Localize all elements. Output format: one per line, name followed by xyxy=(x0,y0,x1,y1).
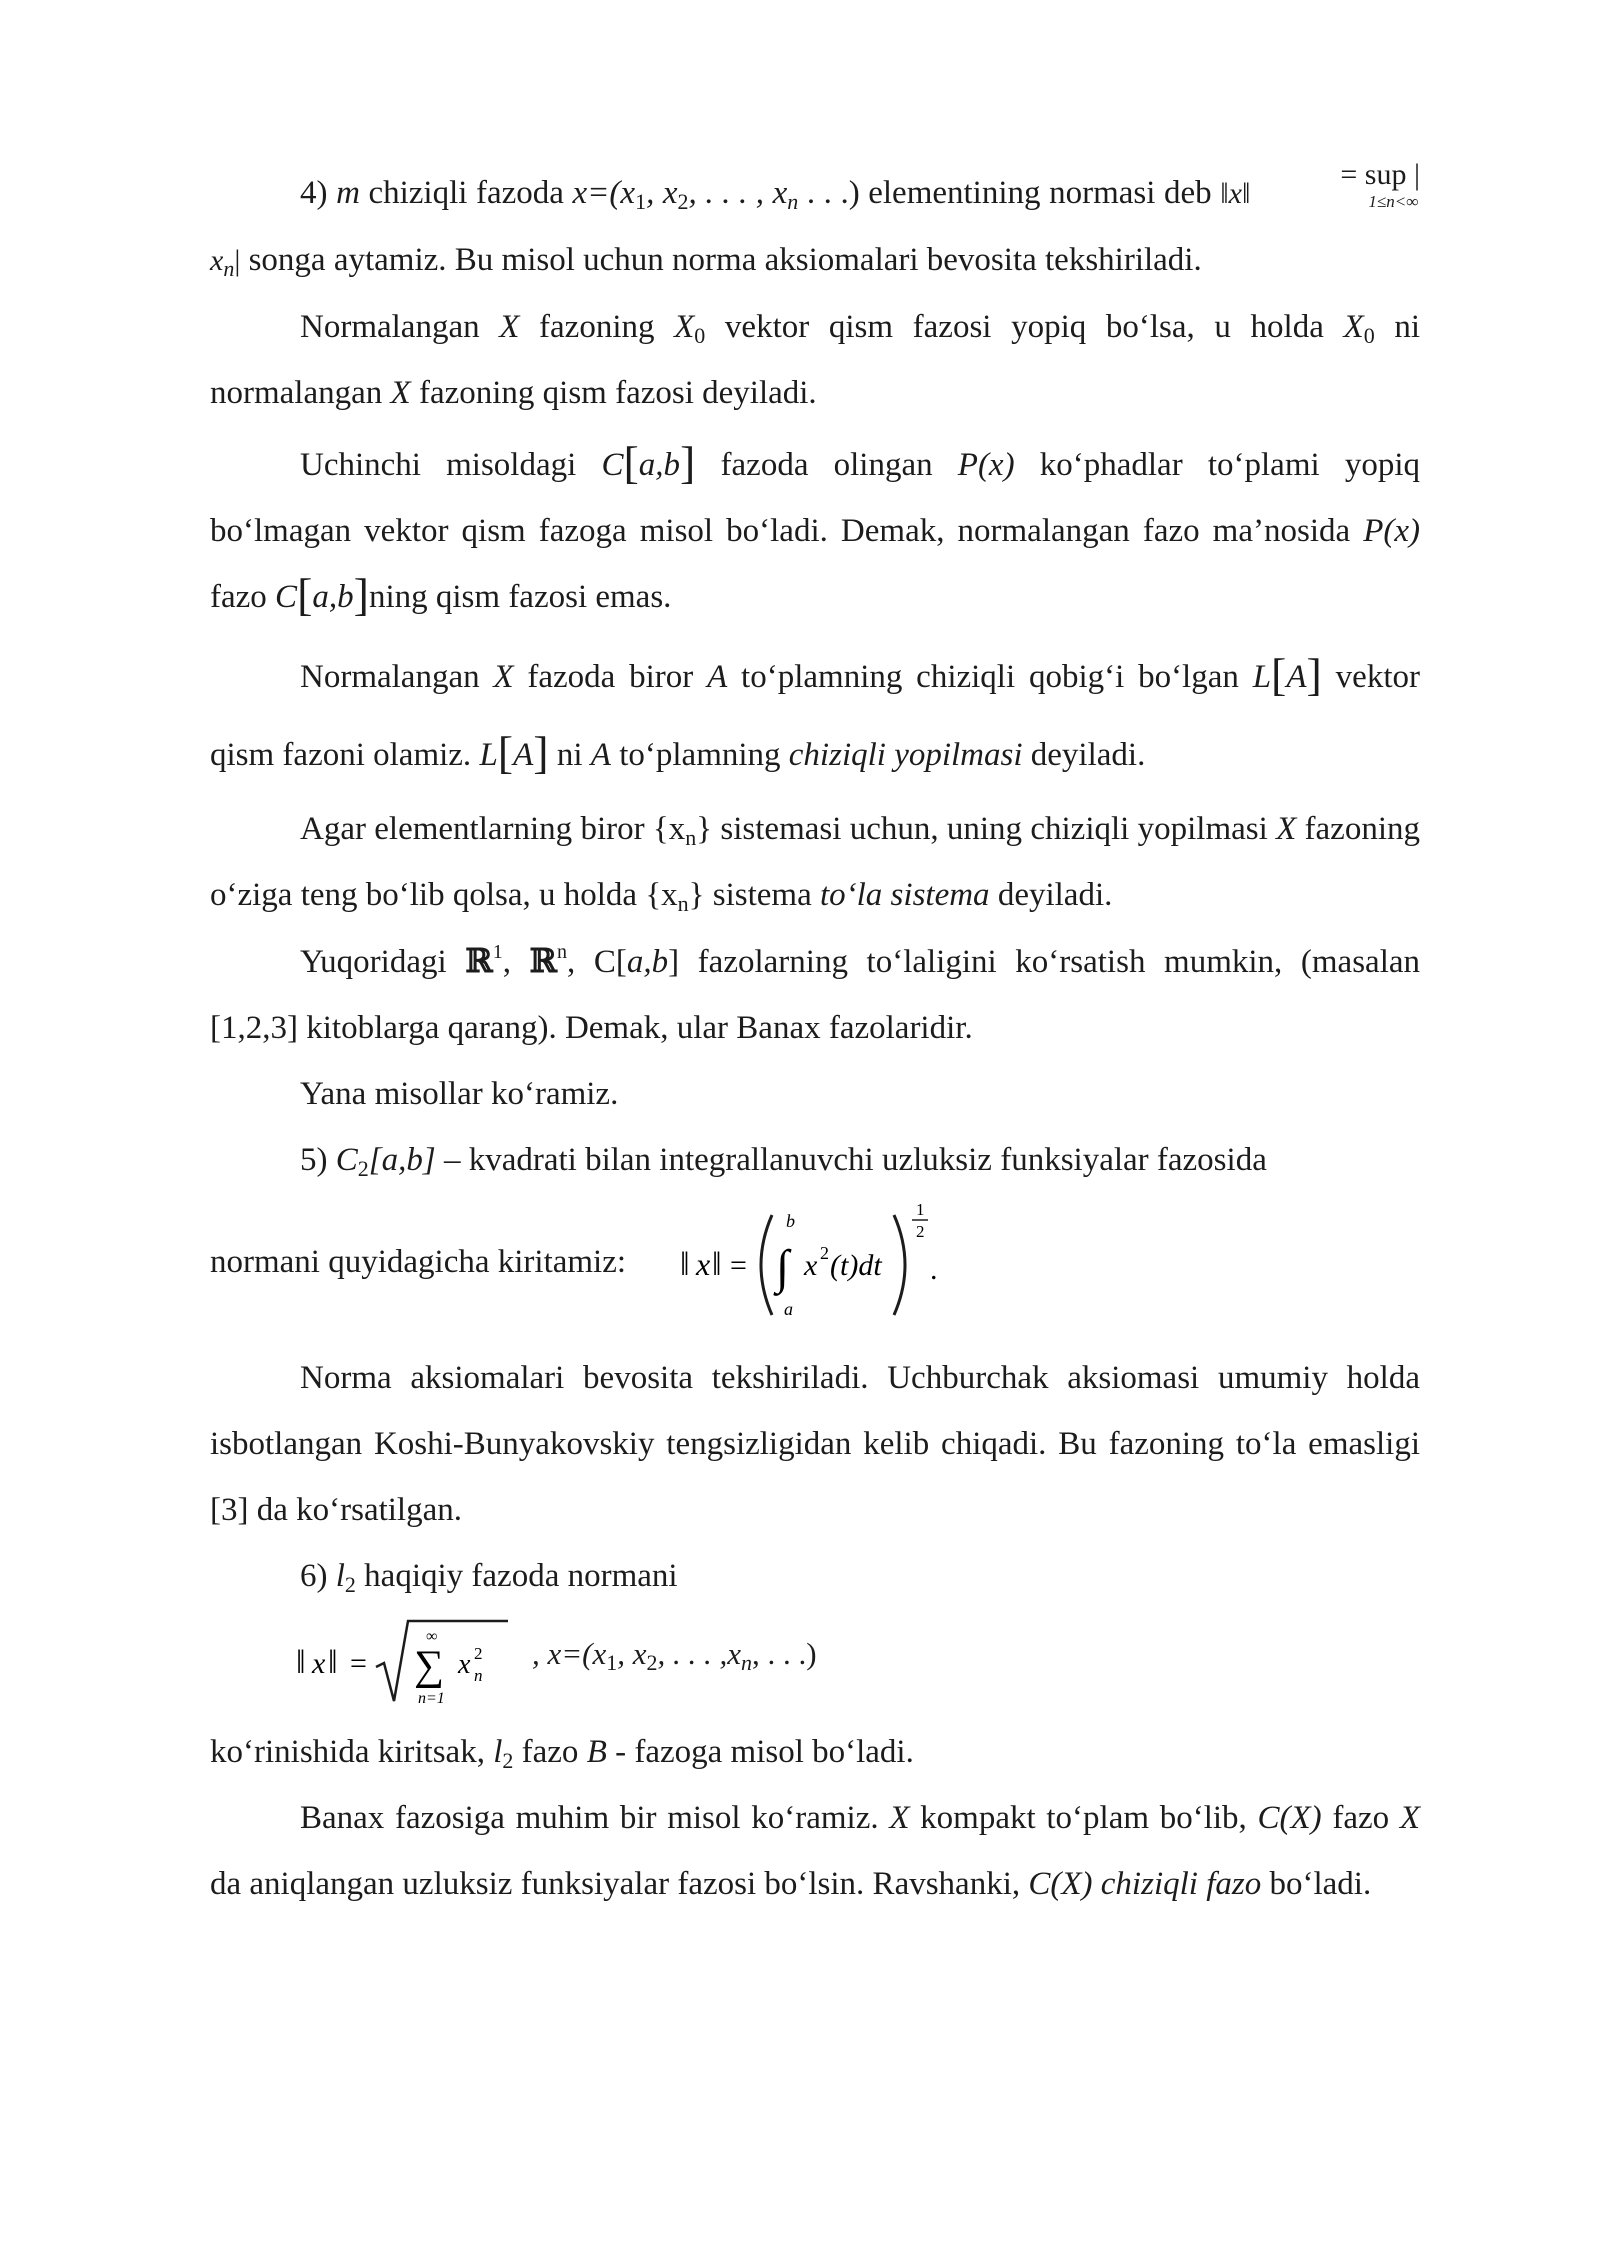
bracket: [ xyxy=(1271,649,1287,700)
math-var: a,b xyxy=(626,944,669,980)
text: 6) xyxy=(300,1558,336,1594)
text: kompakt to‘plam bo‘lib, xyxy=(909,1800,1258,1836)
text: chiziqli fazoda xyxy=(359,175,573,211)
math-var: A xyxy=(513,737,534,773)
math-var: P(x) xyxy=(957,447,1015,483)
math-op: | xyxy=(234,244,241,277)
period: . xyxy=(930,1253,938,1286)
defined-term: chiziqli yopilmasi xyxy=(788,737,1023,773)
norm-close: ‖ xyxy=(712,1246,722,1283)
text: fazoda olingan xyxy=(695,447,958,483)
subscript: n xyxy=(677,891,689,916)
paragraph-integral-norm xyxy=(210,1193,1420,1343)
text: Normalangan xyxy=(300,309,500,345)
bracket: [ xyxy=(497,727,514,778)
text: Agar elementlarning biror {x xyxy=(300,811,686,847)
text: – kvadrati bilan integrallanuvchi uzluksiz funksiyalar fazosida xyxy=(435,1142,1267,1178)
math-var: X xyxy=(674,309,695,345)
sum-sign: ∑ xyxy=(414,1643,444,1689)
text: Yana misollar ko‘ramiz. xyxy=(300,1076,619,1112)
text: } sistemasi uchun, uning chiziqli yopilmasi xyxy=(696,811,1277,847)
left-paren xyxy=(761,1215,772,1315)
paragraph-complete-system xyxy=(210,796,1420,928)
math-var: C(X) xyxy=(1257,1800,1322,1836)
superscript: 2 xyxy=(474,1644,483,1663)
math-op: = xyxy=(730,1249,747,1282)
defined-term: C(X) chiziqli fazo xyxy=(1028,1866,1262,1902)
text: fazoning xyxy=(519,309,675,345)
text: normani quyidagicha kiritamiz: xyxy=(210,1244,627,1280)
subscript: 2 xyxy=(677,189,689,214)
bracket: ] xyxy=(353,569,369,620)
math-var: a,b xyxy=(638,447,681,483)
text: Uchinchi misoldagi xyxy=(300,447,602,483)
superscript: 1 xyxy=(492,941,503,963)
math-var: C xyxy=(275,579,298,615)
text: . . .) elementining normasi deb xyxy=(798,175,1212,211)
text: vektor qism fazosi yopiq bo‘lsa, u holda xyxy=(705,309,1344,345)
math-op: = xyxy=(350,1647,367,1680)
subscript: 2 xyxy=(344,1572,356,1597)
norm-close: ‖ xyxy=(328,1644,338,1681)
math-op: = sup | xyxy=(1340,158,1420,191)
math-var: , x xyxy=(617,1636,647,1671)
right-paren xyxy=(894,1215,905,1315)
subscript: n xyxy=(787,189,799,214)
subscript: 0 xyxy=(694,323,706,348)
math-var: m xyxy=(336,175,360,211)
math-var: C xyxy=(335,1142,358,1178)
math-var: X xyxy=(1276,811,1297,847)
sup-operator xyxy=(1250,158,1420,211)
text: bo‘ladi. xyxy=(1261,1866,1372,1902)
superscript: n xyxy=(556,941,567,963)
math-set: ℝ xyxy=(465,941,493,980)
text: Norma aksiomalari bevosita tekshiriladi. Uchburchak aksiomasi umumiy holda isbotlangan Koshi-Bunyakovskiy tengsizligidan kelib chiqadi. Bu fazoning to‘la emasligi [3] da ko‘rsatilgan. xyxy=(210,1360,1420,1528)
text: da aniqlangan uzluksiz funksiyalar fazosi bo‘lsin. Ravshanki, xyxy=(210,1866,1029,1902)
text: 4) xyxy=(300,175,337,211)
sup-limits: 1≤n<∞ xyxy=(1368,192,1419,211)
subscript: 1 xyxy=(606,1650,618,1675)
sup-norm-formula: ‖x‖= sup | 1≤n<∞ $x_n|$ xyxy=(210,158,1420,281)
text: haqiqiy fazoda normani xyxy=(355,1558,678,1594)
subscript: n xyxy=(474,1666,483,1685)
subscript: 2 xyxy=(646,1650,658,1675)
text: 5) xyxy=(300,1142,336,1178)
text: - fazoga misol bo‘ladi. xyxy=(606,1734,914,1770)
math-var: x xyxy=(696,1246,711,1282)
text: songa aytamiz. Bu misol uchun norma aksiomalari bevosita tekshiriladi. xyxy=(240,242,1202,278)
math-var: L xyxy=(479,737,498,773)
subscript: 1 xyxy=(635,189,647,214)
subscript: n xyxy=(741,1650,753,1675)
subscript: 2 xyxy=(357,1156,369,1181)
text: , C[ xyxy=(566,944,627,980)
text: fazoning qism fazosi deyiladi. xyxy=(410,375,817,411)
text: ko‘rinishida kiritsak, xyxy=(210,1734,494,1770)
math-var: , . . . ,x xyxy=(657,1636,742,1671)
document-page xyxy=(210,160,1420,1917)
math-var: X xyxy=(499,309,520,345)
math-var: x xyxy=(458,1649,471,1680)
math-var: , x xyxy=(646,175,678,211)
math-set: ℝ xyxy=(529,941,557,980)
math-var: X xyxy=(1399,1800,1420,1836)
norm-open: ‖ xyxy=(296,1644,306,1681)
math-var: A xyxy=(707,659,728,695)
subscript: n xyxy=(223,256,235,281)
text: ko‘phadlar to‘plami yopiq bo‘lmagan vektor qism fazoga misol bo‘ladi. Demak, normalangan fazo ma’nosida xyxy=(210,447,1420,549)
math-var: A xyxy=(1286,659,1307,695)
paragraph-banach-examples xyxy=(210,928,1420,1061)
text: fazoning o‘ziga teng bo‘lib qolsa, u holda {x xyxy=(210,811,1420,913)
sum-lower-limit: n=1 xyxy=(418,1690,445,1707)
math-var: a,b xyxy=(312,579,354,615)
math-var: x xyxy=(1228,177,1242,210)
paragraph-example-5 xyxy=(210,1127,1420,1193)
text: fazoda biror xyxy=(513,659,708,695)
sequence-definition xyxy=(532,1621,817,1687)
math-var: , . . . , x xyxy=(688,175,788,211)
paragraph-linear-closure xyxy=(210,638,1420,794)
subscript: 0 xyxy=(1363,323,1375,348)
math-var: X xyxy=(493,659,514,695)
math-var: X xyxy=(390,375,411,411)
paragraph-norm-axioms xyxy=(210,1345,1420,1543)
math-var: X xyxy=(1343,309,1364,345)
math-var: A xyxy=(590,737,611,773)
text: Normalangan xyxy=(300,659,494,695)
math-var: L xyxy=(1252,659,1272,695)
integral-norm-formula xyxy=(680,1193,1000,1343)
exponent-denominator: 2 xyxy=(916,1222,925,1241)
text: to‘plamning xyxy=(610,737,789,773)
text: Yuqoridagi xyxy=(300,944,466,980)
math-var: x xyxy=(804,1249,818,1282)
paragraph-sup-norm xyxy=(210,160,1420,294)
superscript: 2 xyxy=(820,1243,829,1263)
integral-lower-limit: a xyxy=(784,1299,793,1319)
math-var: l xyxy=(335,1558,345,1594)
sum-norm-formula-block xyxy=(210,1609,1420,1719)
bracket: ] xyxy=(1306,649,1322,700)
text: fazo xyxy=(210,579,276,615)
math-var: P(x) xyxy=(1363,513,1420,549)
text: ] fazolarning to‘laligini ko‘rsatish mumkin, (masalan [1,2,3] kitoblarga qarang). Demak, ular Banax fazolaridir. xyxy=(210,944,1421,1046)
math-var: B xyxy=(586,1734,607,1770)
subscript: 2 xyxy=(502,1748,514,1773)
math-var: X xyxy=(889,1800,910,1836)
math-var: (t)dt xyxy=(830,1249,882,1282)
integral-sign: ∫ xyxy=(776,1241,790,1294)
text: deyiladi. xyxy=(1022,737,1146,773)
defined-term: to‘la sistema xyxy=(819,877,990,913)
math-var: C xyxy=(601,447,624,483)
math-var: l xyxy=(493,1734,503,1770)
norm-open: ‖ xyxy=(680,1246,690,1283)
paragraph-example-6 xyxy=(210,1543,1420,1609)
paragraph-continuous-functions xyxy=(210,1785,1420,1917)
text: ni normalangan xyxy=(210,309,1420,411)
subscript: n xyxy=(685,825,697,850)
sum-upper-limit: ∞ xyxy=(426,1628,438,1645)
text: vektor qism fazoni olamiz. xyxy=(210,659,1420,773)
exponent-numerator: 1 xyxy=(916,1200,925,1219)
bracket: ] xyxy=(680,437,696,488)
text: ning qism fazosi emas. xyxy=(368,579,672,615)
text: fazo xyxy=(1321,1800,1400,1836)
paragraph-closed-subspace xyxy=(210,294,1420,426)
text: Banax fazosiga muhim bir misol ko‘ramiz. xyxy=(300,1800,890,1836)
text: to‘plamning chiziqli qobig‘i bo‘lgan xyxy=(727,659,1253,695)
bracket: [ xyxy=(623,437,639,488)
text: , xyxy=(502,944,530,980)
text: } sistema xyxy=(688,877,820,913)
math-var: x xyxy=(312,1647,326,1680)
math-var: , x=(x xyxy=(532,1636,607,1671)
math-var: x=(x xyxy=(572,175,636,211)
bracket: [ xyxy=(297,569,313,620)
paragraph-more-examples xyxy=(210,1061,1420,1127)
bracket: ] xyxy=(533,727,549,778)
math-var: [a,b] xyxy=(368,1142,436,1178)
text: fazo xyxy=(513,1734,587,1770)
text: ni xyxy=(548,737,591,773)
integral-upper-limit: b xyxy=(786,1211,795,1231)
paragraph-polynomials xyxy=(210,432,1420,630)
paragraph-l2-banach xyxy=(210,1719,1420,1785)
text: deyiladi. xyxy=(989,877,1113,913)
math-var: , . . .) xyxy=(752,1636,817,1671)
math-var: x xyxy=(210,244,224,277)
